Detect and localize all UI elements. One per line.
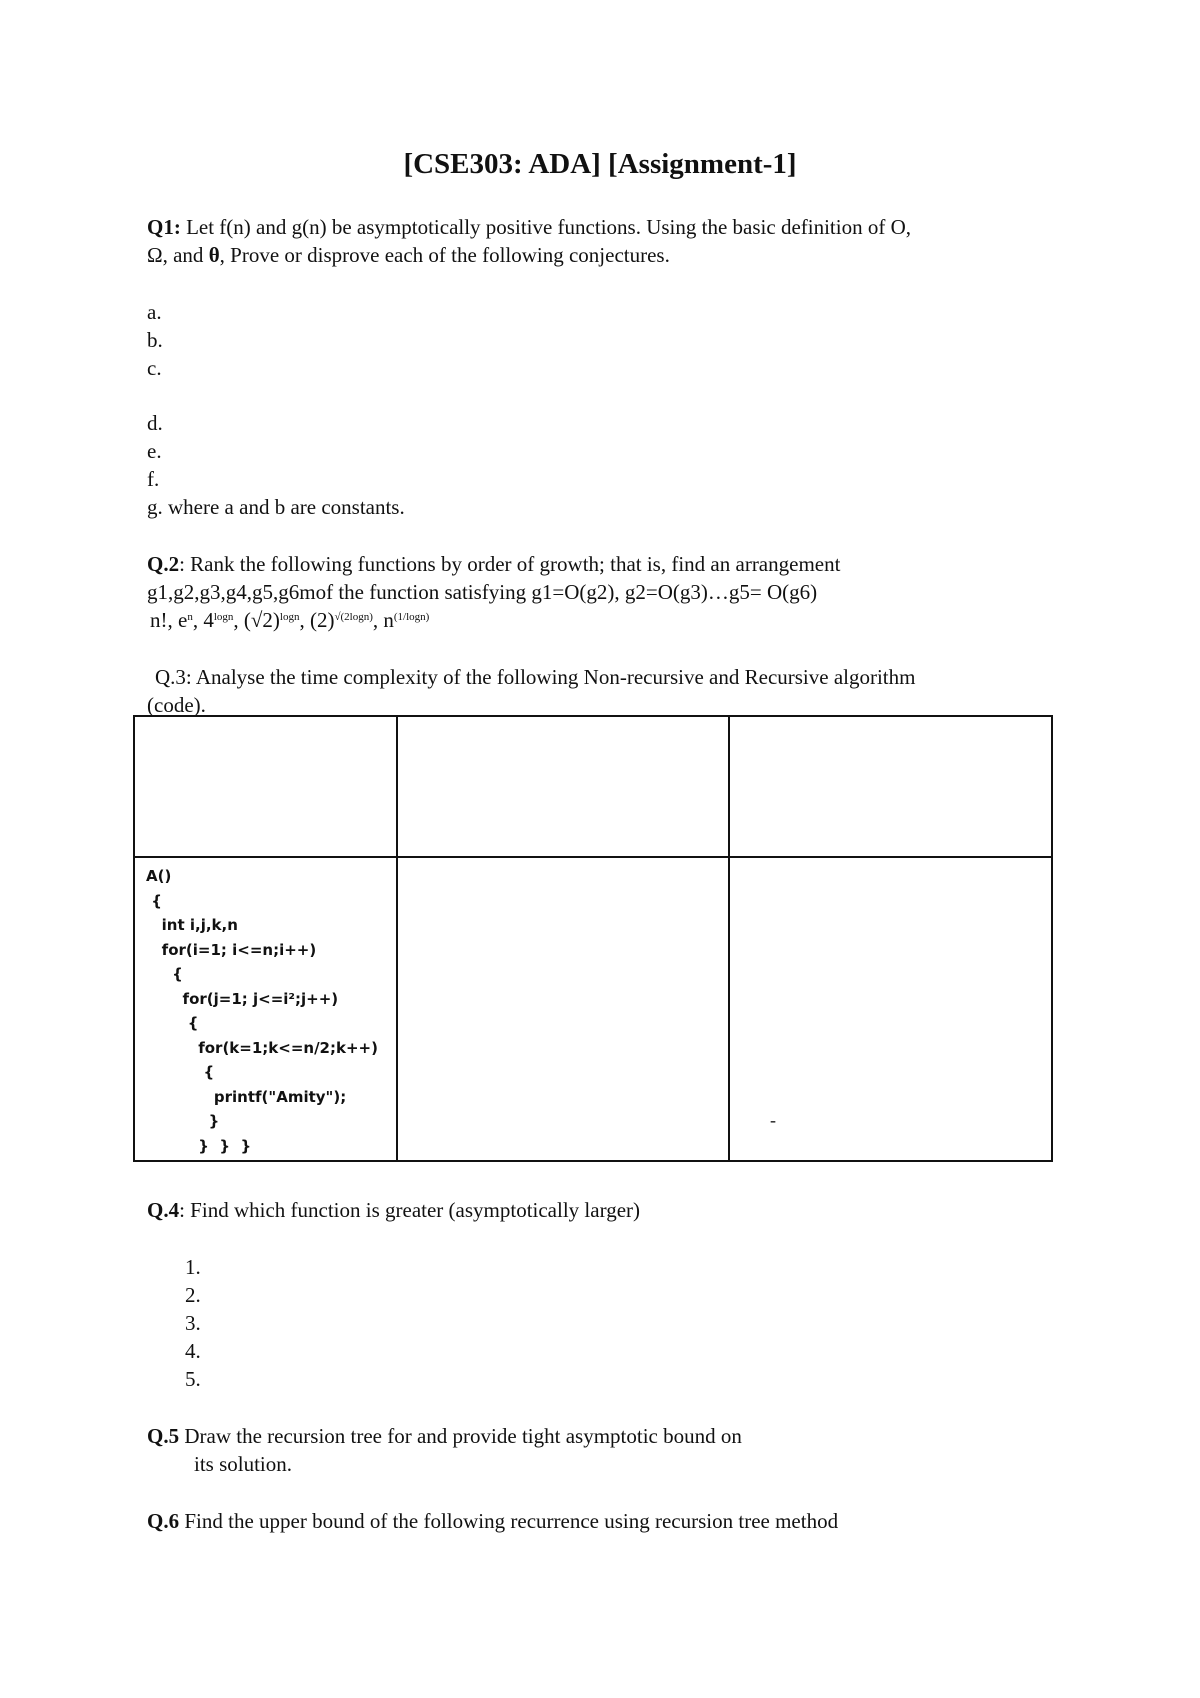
q6-line [147,1508,838,1535]
code-line: { [146,965,183,983]
q2-function-2-exponent: logn [213,611,234,623]
cell-dash: - [770,1110,776,1130]
code-line: for(k=1;k<=n/2;k++) [146,1038,378,1057]
code-line: { [146,1063,215,1081]
code-table-header-row [134,716,1052,857]
algorithm-code [135,858,396,1158]
q2-functions [150,607,429,634]
q2-function-4: , (2) [299,608,335,632]
code-table-body-row [134,857,1052,1161]
table-cell [397,857,729,1161]
code-line: for(j=1; j<=i²;j++) [146,989,339,1008]
q1-line-1 [147,214,911,241]
q1-item-b: b. [147,328,163,352]
q2-function-3: , (√2) [233,608,280,632]
code-line: A() [146,867,172,885]
table-cell [134,716,397,857]
q1-item-c: c. [147,356,162,380]
q6-label: Q.6 [147,1509,180,1533]
q4-item-2: 2. [185,1283,201,1307]
q4-text: : Find which function is greater (asymptotically larger) [179,1198,640,1222]
code-line: } } } [146,1136,252,1155]
q3-line-2: (code). [147,693,206,717]
q2-line-2: g1,g2,g3,g4,g5,g6mof the function satisfying g1=O(g2), g2=O(g3)…g5= O(g6) [147,580,818,604]
code-line: for(i=1; i<=n;i++) [146,940,317,959]
q1-line-2 [147,242,670,269]
table-cell [397,716,729,857]
q2-text-1: : Rank the following functions by order of growth; that is, find an arrangement [179,552,841,576]
q4-item-4: 4. [185,1339,201,1363]
q5-label: Q.5 [147,1424,180,1448]
q2-function-3-exponent: logn [279,611,300,623]
code-line: int i,j,k,n [146,916,238,934]
q4-line [147,1197,640,1224]
q1-text-2a: Ω, and [147,243,209,267]
q3-line-1: Q.3: Analyse the time complexity of the following Non-recursive and Recursive algorithm [155,665,916,689]
q1-item-d: d. [147,411,163,435]
table-cell [729,716,1052,857]
q4-item-5: 5. [185,1367,201,1391]
q1-item-f: f. [147,467,160,491]
q1-item-e: e. [147,439,162,463]
q1-item-g: g. where a and b are constants. [147,495,405,519]
q2-line-1 [147,551,840,578]
q5-line-2: its solution. [194,1452,293,1476]
q5-text: Draw the recursion tree for and provide tight asymptotic bound on [179,1424,742,1448]
code-cell [134,857,397,1161]
theta-symbol: θ [208,243,220,267]
page-title: [CSE303: ADA] [Assignment-1] [403,148,797,180]
q6-text: Find the upper bound of the following recurrence using recursion tree method [179,1509,839,1533]
table-cell [729,857,1052,1161]
code-line: { [146,1014,199,1032]
q1-item-a: a. [147,300,162,324]
q2-label: Q.2 [147,552,180,576]
code-line: } [146,1112,220,1130]
q2-function-1: n!, e [150,608,188,632]
code-table [133,715,1053,1162]
q2-function-5: , n [372,608,394,632]
q4-item-1: 1. [185,1255,201,1279]
q2-function-1-exponent: n [187,611,193,623]
q1-label: Q1: [147,215,181,239]
q2-function-4-exponent: √(2logn) [334,611,373,623]
q1-text-2b: , Prove or disprove each of the following conjectures. [219,243,670,267]
q4-label: Q.4 [147,1198,180,1222]
q5-line-1 [147,1423,742,1450]
q2-function-5-exponent: (1/logn) [393,611,430,623]
q4-item-3: 3. [185,1311,201,1335]
code-line: printf("Amity"); [146,1087,347,1106]
q1-text-1: Let f(n) and g(n) be asymptotically positive functions. Using the basic definition of O, [180,215,911,239]
q2-function-2: , 4 [192,608,214,632]
code-line: { [146,891,162,910]
